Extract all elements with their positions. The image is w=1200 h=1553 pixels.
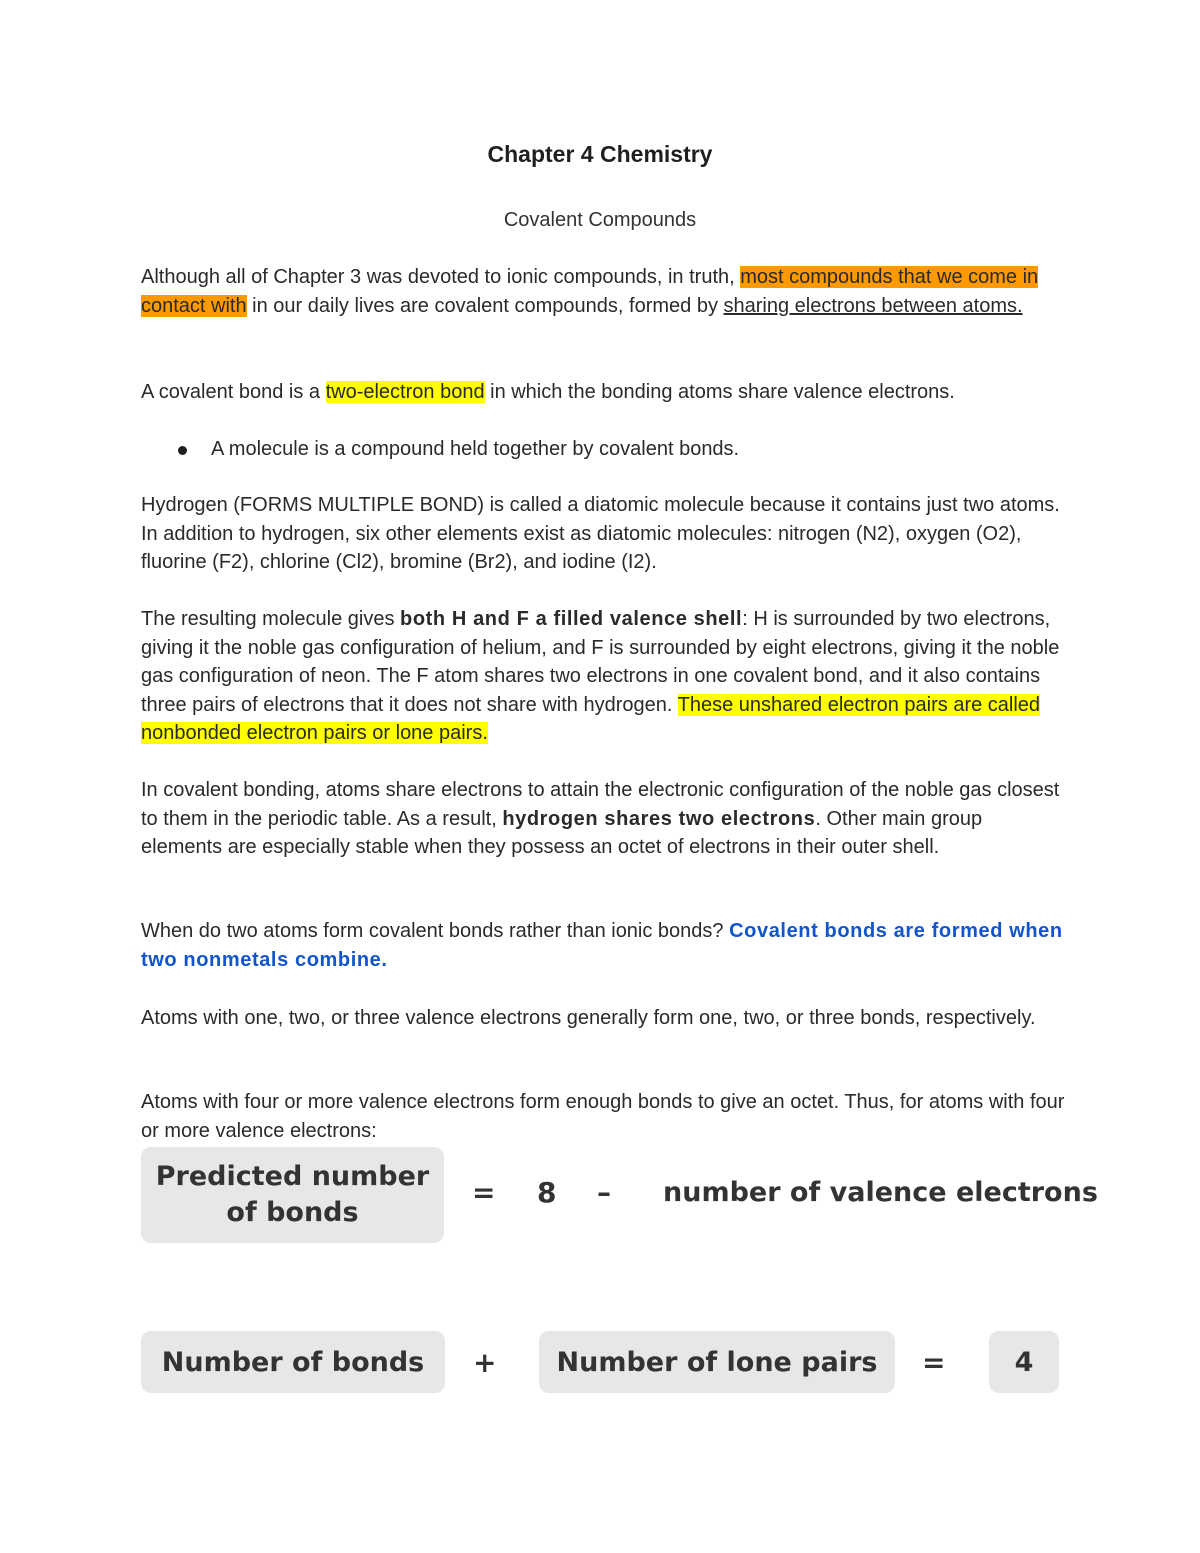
noble-gas-bold: hydrogen shares two electrons xyxy=(502,807,816,830)
number-of-bonds-box: Number of bonds xyxy=(141,1331,445,1393)
valence-text-cont: : H is surrounded by two electrons, giving it the noble gas configuration of helium, and F is surrounded by eight electrons, giving it the noble gas configuration of neon. The F atom shares two electrons in one covalent bond, and it also contains three pairs of electrons that it does not share with hydrogen. xyxy=(141,608,1060,716)
formula1-eight: 8 xyxy=(537,1176,557,1209)
bullet-text: A molecule is a compound held together by covalent bonds. xyxy=(211,438,740,460)
noble-gas-text: In covalent bonding, atoms share electrons to attain the electronic configuration of the noble gas closest to them in the periodic table. As a result, xyxy=(141,779,1060,830)
document-subtitle: Covalent Compounds xyxy=(503,209,697,231)
document-title: Chapter 4 Chemistry xyxy=(487,141,713,167)
paragraph-noble-gas xyxy=(141,776,1066,862)
number-of-lone-pairs-box: Number of lone pairs xyxy=(539,1331,895,1393)
bullet-icon xyxy=(178,446,187,455)
formula2-equals: = xyxy=(922,1346,946,1379)
noble-gas-text-cont: . Other main group elements are especially stable when they possess an octet of electrons in their outer shell. xyxy=(141,807,983,859)
formula2-plus: + xyxy=(473,1346,497,1379)
paragraph-question xyxy=(141,917,1066,974)
paragraph-covalent-bond xyxy=(141,378,1066,407)
covalent-bond-text-cont: in which the bonding atoms share valence electrons. xyxy=(484,381,955,403)
question-text: When do two atoms form covalent bonds rather than ionic bonds? xyxy=(141,920,730,942)
lone-pairs-highlight: These unshared electron pairs are called nonbonded electron pairs or lone pairs. xyxy=(141,693,1041,745)
valence-text: The resulting molecule gives xyxy=(141,608,401,630)
covalent-bond-highlight: two-electron bond xyxy=(325,381,485,403)
covalent-bond-text: A covalent bond is a xyxy=(141,381,326,403)
paragraph-diatomic: Hydrogen (FORMS MULTIPLE BOND) is called a diatomic molecule because it contains just two atoms. In addition to hydrogen, six other elements exist as diatomic molecules: nitrogen (N2), oxygen (O2), fluorine (F2), chlorine (Cl2), bromine (Br2), and iodine (I2). xyxy=(141,494,1060,574)
intro-text-cont: in our daily lives are covalent compounds, formed by xyxy=(246,294,724,317)
intro-text: Although all of Chapter 3 was devoted to ionic compounds, in truth, xyxy=(141,266,741,288)
valence-bold: both H and F a filled valence shell xyxy=(400,608,743,630)
paragraph-valence-shell xyxy=(141,605,1066,748)
formula1-rhs: number of valence electrons xyxy=(663,1177,1098,1208)
formula1-equals: = xyxy=(472,1176,496,1209)
paragraph-octet: Atoms with four or more valence electrons form enough bonds to give an octet. Thus, for atoms with four or more valence electrons: xyxy=(141,1091,1065,1142)
question-answer: Covalent bonds are formed when two nonmetals combine. xyxy=(141,920,1063,971)
paragraph-intro xyxy=(141,263,1066,320)
intro-underline: sharing electrons between atoms. xyxy=(723,294,1023,317)
intro-highlight: most compounds that we come in contact with xyxy=(141,266,1039,317)
predicted-bonds-box: Predicted number of bonds xyxy=(141,1147,444,1243)
paragraph-bonds-count: Atoms with one, two, or three valence electrons generally form one, two, or three bonds, respectively. xyxy=(141,1007,1036,1029)
four-box: 4 xyxy=(989,1331,1059,1393)
formula1-minus: – xyxy=(597,1176,611,1209)
